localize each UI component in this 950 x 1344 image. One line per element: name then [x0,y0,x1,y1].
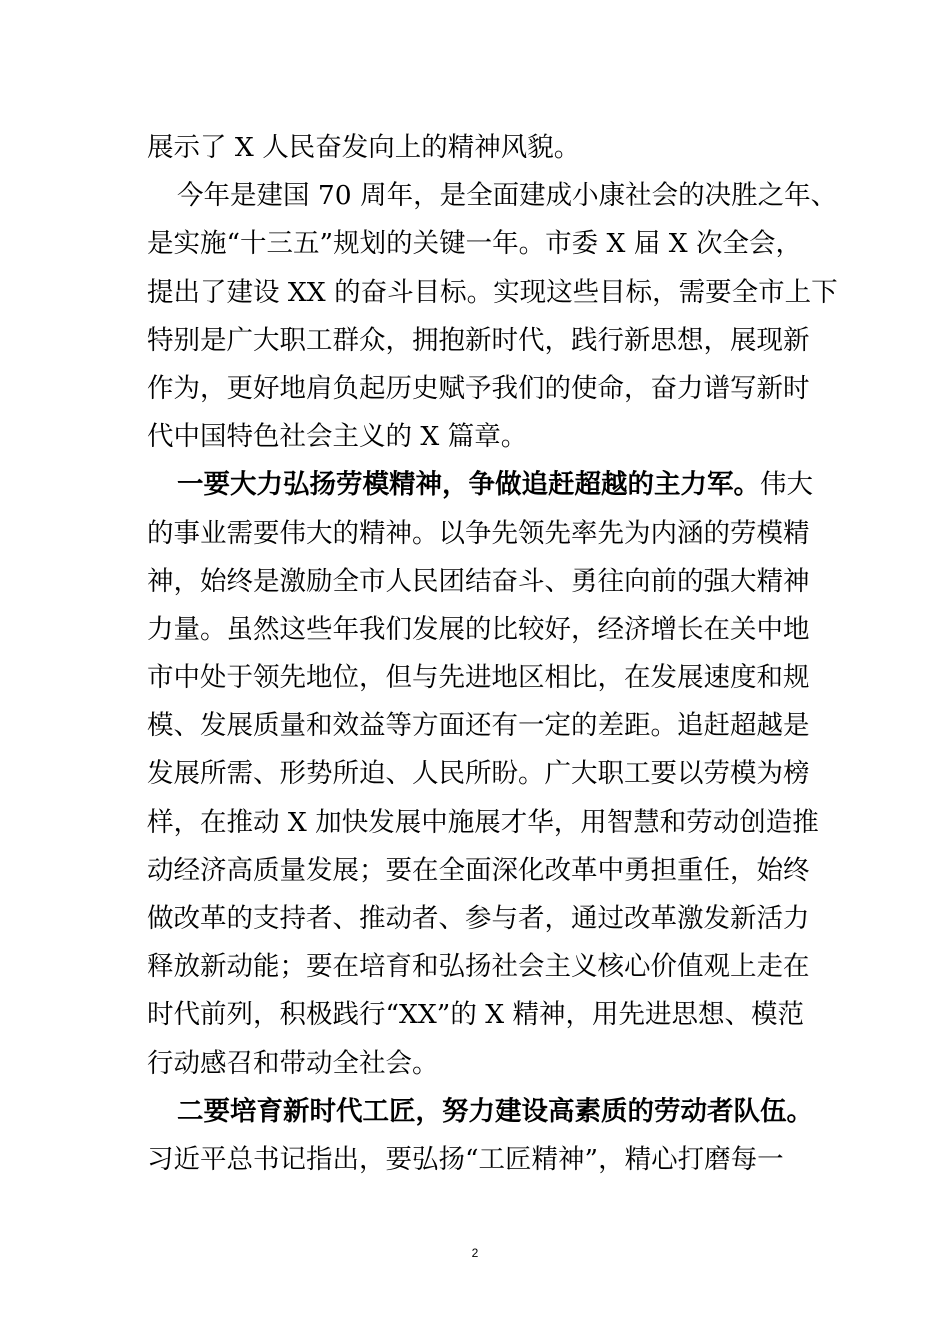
text-line-3-content: 是实施“十三五”规划的关键一年。市委 X 届 X 次全会， [147,228,803,260]
text-line-4-content: 提出了建设 XX 的奋斗目标。实现这些目标，需要全市上下 [147,276,838,308]
text-line-8 [147,461,819,509]
text-line-17-content: 做改革的支持者、推动者、参与者，通过改革激发新活力 [147,903,810,934]
text-line-2-content: 今年是建国 70 周年，是全面建成小康社会的决胜之年、 [177,180,838,212]
text-line-12 [147,654,819,702]
text-line-11-content: 力量。虽然这些年我们发展的比较好，经济增长在关中地 [147,613,810,645]
text-line-6 [147,365,819,413]
text-line-6-content: 作为，更好地肩负起历史赋予我们的使命，奋力谱写新时 [147,372,810,404]
text-line-1 [147,124,819,172]
text-line-18-content: 释放新动能；要在培育和弘扬社会主义核心价值观上走在 [147,951,810,983]
text-line-14 [147,750,819,798]
text-line-16 [147,847,819,895]
text-line-16-content: 动经济高质量发展；要在全面深化改革中勇担重任，始终 [147,854,810,886]
text-line-3 [147,220,819,268]
text-line-2 [147,172,838,220]
text-line-5-content: 特别是广大职工群众，拥抱新时代，践行新思想，展现新 [147,324,810,356]
text-line-7-content: 代中国特色社会主义的 X 篇章。 [147,421,528,453]
text-line-9 [147,510,819,558]
text-line-21 [147,1088,819,1136]
text-line-14-content: 发展所需、形势所迫、人民所盼。广大职工要以劳模为榜 [147,758,810,790]
text-line-19-content: 时代前列，积极践行“XX”的 X 精神，用先进思想、模范 [147,999,805,1031]
text-line-13 [147,702,819,750]
text-line-15-content: 样，在推动 X 加快发展中施展才华，用智慧和劳动创造推 [147,806,819,838]
text-line-22-content: 习近平总书记指出，要弘扬“工匠精神”，精心打磨每一 [147,1143,784,1175]
text-line-20 [147,1040,819,1088]
text-line-19 [147,991,819,1039]
text-line-9-content: 的事业需要伟大的精神。以争先领先率先为内涵的劳模精 [147,517,810,549]
text-line-5 [147,317,819,365]
text-line-10-content: 神，始终是激励全市人民团结奋斗、勇往向前的强大精神 [147,565,810,597]
text-line-11 [147,606,819,654]
text-line-22 [147,1136,819,1184]
text-line-20-content: 行动感召和带动全社会。 [147,1047,439,1079]
section-heading-1: 一要大力弘扬劳模精神，争做追赶超越的主力军。 [177,469,760,501]
text-line-8-content: 伟大 [760,469,813,501]
text-line-1-content: 展示了 X 人民奋发向上的精神风貌。 [147,132,581,163]
text-line-12-content: 市中处于领先地位，但与先进地区相比，在发展速度和规 [147,662,810,694]
text-line-15 [147,799,819,847]
document-body [147,124,838,1184]
text-line-7 [147,413,819,461]
text-line-13-content: 模、发展质量和效益等方面还有一定的差距。追赶超越是 [147,710,810,742]
section-heading-2: 二要培育新时代工匠，努力建设高素质的劳动者队伍。 [177,1095,813,1127]
text-line-18 [147,943,819,991]
page-number: 2 [471,1246,479,1260]
text-line-4 [147,269,838,317]
text-line-17 [147,895,819,943]
text-line-10 [147,558,819,606]
